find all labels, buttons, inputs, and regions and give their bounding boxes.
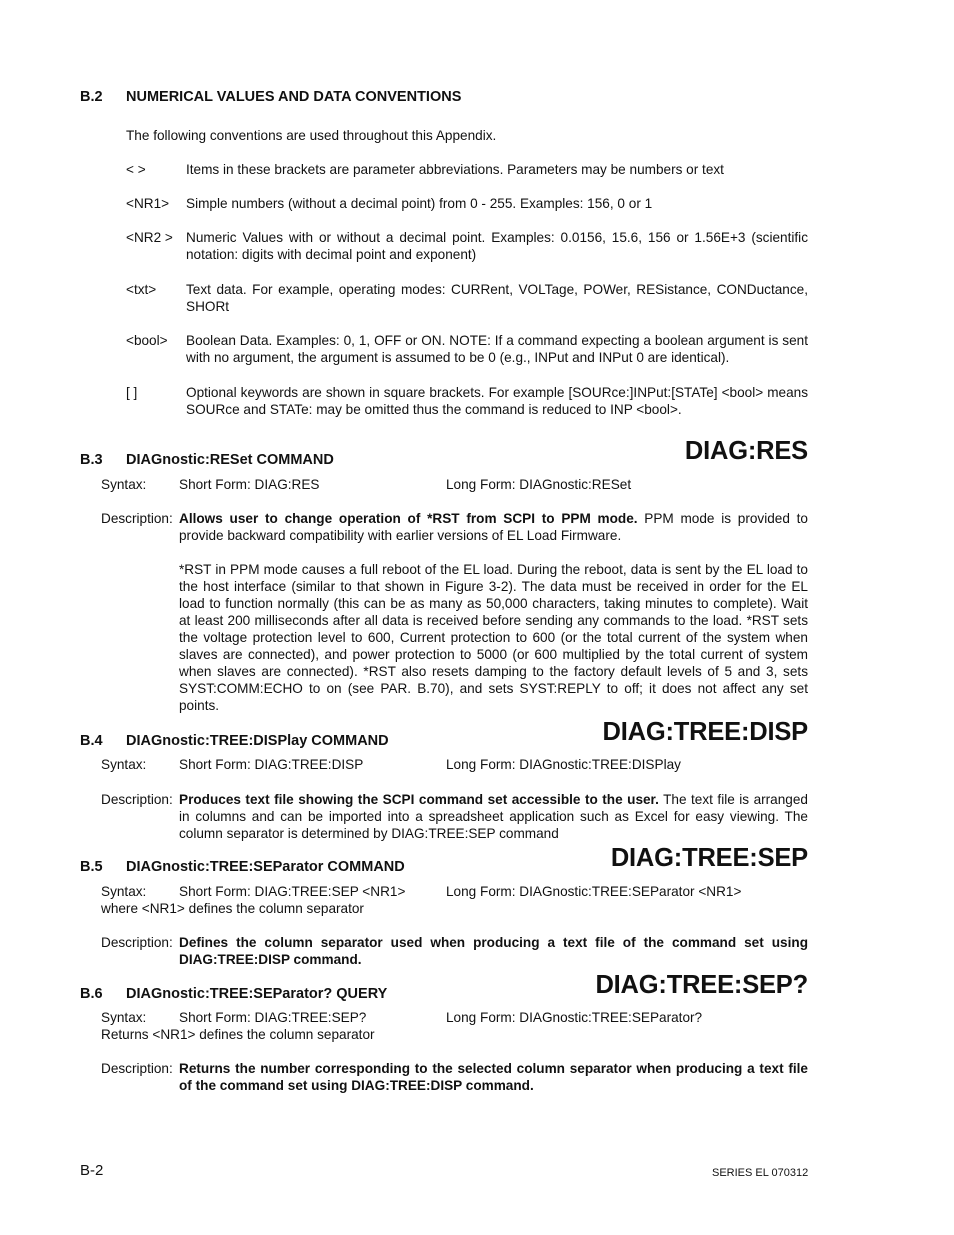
description-bold: Returns the number corresponding to the selected column separator when producing a text file of the command set using DIAG:TREE:DISP command. [179,1061,808,1093]
syntax-label: Syntax: [101,477,147,492]
description-label: Description: [101,935,173,950]
syntax-long-form: Long Form: DIAGnostic:TREE:SEParator? [446,1010,703,1025]
syntax-long-form: Long Form: DIAGnostic:TREE:SEParator <NR1> [446,884,742,899]
convention-text: Items in these brackets are parameter abbreviations. Parameters may be numbers or text [186,162,724,177]
section-heading-b3 [80,452,334,469]
command-short-title: DIAG:TREE:SEP [610,844,808,872]
syntax-label: Syntax: [101,1010,147,1025]
convention-key: <bool> [126,333,168,348]
section-heading-b6 [80,986,387,1003]
convention-key: <NR1> [126,196,170,211]
syntax-label: Syntax: [101,757,147,772]
description-bold: Produces text file showing the SCPI command set accessible to the user. [179,792,659,807]
syntax-long-form: Long Form: DIAGnostic:TREE:DISPlay [446,757,681,772]
section-number: B.3 [80,452,103,468]
description-bold: Allows user to change operation of *RST from SCPI to PPM mode. [179,511,638,526]
convention-text: Numeric Values with or without a decimal point. Examples: 0.0156, 15.6, 156 or 1.56E+3 (scientific notation: digits with decimal point and exponent) [186,230,808,262]
description-rest: PPM mode is provided to provide backward compatibility with earlier versions of EL Load Firmware. [179,511,808,543]
command-short-title: DIAG:RES [684,437,808,465]
convention-key: <NR2 > [126,230,173,245]
section-number: B.2 [80,89,103,105]
syntax-note: Returns <NR1> defines the column separator [101,1027,375,1042]
convention-text: Simple numbers (without a decimal point) from 0 - 255. Examples: 156, 0 or 1 [186,196,653,211]
convention-text: Text data. For example, operating modes: CURRent, VOLTage, POWer, RESistance, CONDuctance, SHORt [186,282,808,314]
description-bold: Defines the column separator used when producing a text file of the command set using DIAG:TREE:DISP command. [179,935,808,967]
convention-text: Boolean Data. Examples: 0, 1, OFF or ON. NOTE: If a command expecting a boolean argument is sent with no argument, the argument is assumed to be 0 (e.g., INPut and INPut 0 are identical). [186,333,808,365]
description-text [179,510,808,714]
page-number: B-2 [80,1162,104,1179]
section-title: DIAGnostic:TREE:SEParator? QUERY [126,986,388,1002]
description-paragraph: *RST in PPM mode causes a full reboot of the EL load. During the reboot, data is sent by the EL load to the host interface (similar to that shown in Figure 3-2). The data must be received in order for the EL load to function normally (this can be as many as 50,000 characters, taking minutes to complete). Wait at least 200 milliseconds after all data is received before sending any commands to the load. *RST sets the voltage protection level to 600, Current protection to 600 (or the total current of the system when slaves are connected), and power protection to 5000 (or 600 multiplied by the total current of system when slaves are connected). *RST also resets damping to the factory default levels of 5 and 3, sets SYST:COMM:ECHO to on (see PAR. B.70), and sets SYST:REPLY to off; it does not affect any set points. [179,562,808,713]
syntax-short-form: Short Form: DIAG:RES [179,477,320,492]
section-number: B.6 [80,986,103,1002]
section-title: DIAGnostic:TREE:SEParator COMMAND [126,859,405,875]
section-heading-b2 [80,89,461,106]
description-label: Description: [101,792,173,807]
section-title: DIAGnostic:RESet COMMAND [126,452,334,468]
section-title: NUMERICAL VALUES AND DATA CONVENTIONS [126,89,462,105]
intro-text: The following conventions are used throughout this Appendix. [126,128,497,143]
convention-key: < > [126,162,146,177]
syntax-long-form: Long Form: DIAGnostic:RESet [446,477,632,492]
command-short-title: DIAG:TREE:SEP? [595,971,808,999]
section-number: B.4 [80,733,103,749]
section-title: DIAGnostic:TREE:DISPlay COMMAND [126,733,389,749]
convention-key: <txt> [126,282,157,297]
section-heading-b4 [80,733,389,750]
syntax-short-form: Short Form: DIAG:TREE:SEP <NR1> [179,884,406,899]
description-rest: The text file is arranged in columns and can be imported into a spreadsheet application such as Excel for easy viewing. The column separator is determined by DIAG:TREE:SEP command [179,792,808,841]
syntax-note: where <NR1> defines the column separator [101,901,364,916]
syntax-short-form: Short Form: DIAG:TREE:DISP [179,757,364,772]
section-number: B.5 [80,859,103,875]
description-text [179,791,808,842]
section-heading-b5 [80,859,405,876]
convention-key: [ ] [126,385,138,400]
convention-text: Optional keywords are shown in square brackets. For example [SOURce:]INPut:[STATe] <bool> means SOURce and STATe: may be omitted thus the command is reduced to INP <bool>. [186,385,808,417]
description-label: Description: [101,1061,173,1076]
syntax-short-form: Short Form: DIAG:TREE:SEP? [179,1010,367,1025]
description-label: Description: [101,511,173,526]
command-short-title: DIAG:TREE:DISP [602,718,808,746]
syntax-label: Syntax: [101,884,147,899]
footer-series: SERIES EL 070312 [712,1167,809,1179]
